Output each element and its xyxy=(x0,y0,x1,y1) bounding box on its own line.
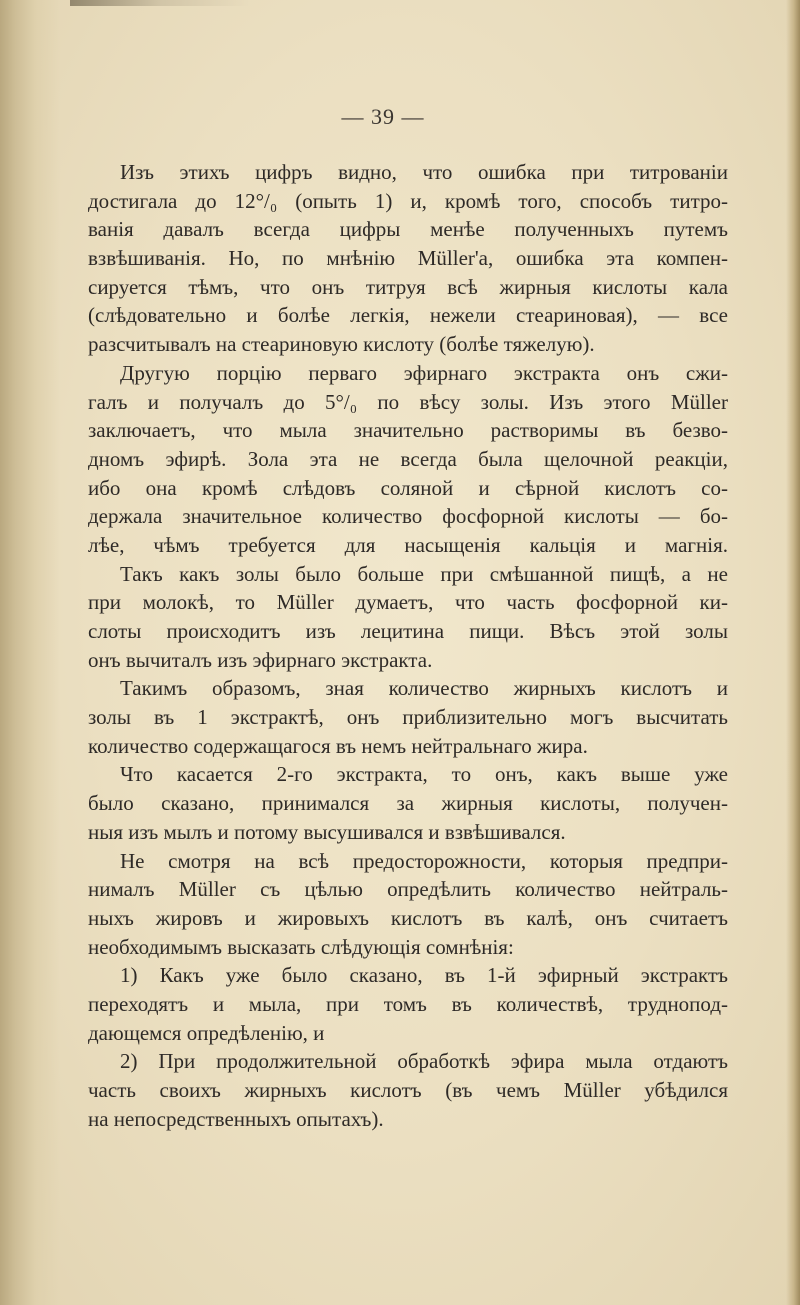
body-text xyxy=(88,158,728,1133)
text-line: разсчитывалъ на стеариновую кислоту (болѣе тяжелую). xyxy=(88,332,595,357)
text-line: часть своихъ жирныхъ кислотъ (въ чемъ Müller убѣдился xyxy=(88,1078,728,1102)
text-line: количество содержащагося въ немъ нейтральнаго жира. xyxy=(88,733,588,758)
text-line: (слѣдовательно и болѣе легкія, нежели стеариновая), — все xyxy=(88,303,728,328)
text-line: переходятъ и мыла, при томъ въ количествѣ, труднопод- xyxy=(88,991,728,1016)
text-line: взвѣшиванія. Но, по мнѣнію Müller'a, ошибка эта компен- xyxy=(88,246,728,271)
page-left-edge-shadow xyxy=(0,0,60,1305)
text-line: заключаетъ, что мыла значительно растворимы въ безво- xyxy=(88,418,728,443)
text-line: сируется тѣмъ, что онъ титруя всѣ жирныя кислоты кала xyxy=(88,274,728,299)
text-line: Изъ этихъ цифръ видно, что ошибка при титрованіи xyxy=(120,160,728,184)
text-line: при молокѣ, то Müller думаетъ, что часть фосфорной ки- xyxy=(88,590,728,615)
text-line: ибо она кромѣ слѣдовъ соляной и сѣрной кислотъ со- xyxy=(88,475,728,500)
text-line: Такимъ образомъ, зная количество жирныхъ кислотъ и xyxy=(120,676,728,701)
text-line: Что касается 2-го экстракта, то онъ, какъ выше уже xyxy=(120,762,728,787)
text-line: нималъ Müller съ цѣлью опредѣлить количество нейтраль- xyxy=(88,877,728,902)
text-line: галъ и получалъ до 5°/₀ по вѣсу золы. Изъ этого Müller xyxy=(88,389,728,414)
text-line: Другую порцію перваго эфирнаго экстракта онъ сжи- xyxy=(120,360,728,385)
text-line: 1) Какъ уже было сказано, въ 1-й эфирный экстрактъ xyxy=(120,963,728,988)
text-line: ныхъ жировъ и жировыхъ кислотъ въ калѣ, онъ считаетъ xyxy=(88,905,728,930)
page-right-edge-shadow xyxy=(786,0,800,1305)
text-line: дающемся опредѣленію, и xyxy=(88,1020,325,1045)
page-number: — 39 — xyxy=(341,104,425,129)
text-line: держала значительное количество фосфорной кислоты — бо- xyxy=(88,504,728,529)
text-line: слоты происходитъ изъ лецитина пищи. Вѣсъ этой золы xyxy=(88,619,728,643)
text-line: лѣе, чѣмъ требуется для насыщенія кальція и магнія. xyxy=(88,532,728,557)
top-edge-mark xyxy=(70,0,250,6)
text-line: Такъ какъ золы было больше при смѣшанной пищѣ, а не xyxy=(120,561,728,586)
text-line: на непосредственныхъ опытахъ). xyxy=(88,1106,384,1131)
text-line: ныя изъ мылъ и потому высушивался и взвѣшивался. xyxy=(88,819,566,844)
text-line: необходимымъ высказать слѣдующія сомнѣнія: xyxy=(88,934,514,959)
text-line: Не смотря на всѣ предосторожности, которыя предпри- xyxy=(120,848,728,873)
text-line: 2) При продолжительной обработкѣ эфира мыла отдаютъ xyxy=(120,1049,728,1074)
text-line: достигала до 12°/₀ (опыть 1) и, кромѣ того, способъ титро- xyxy=(88,188,728,213)
text-line: ванія давалъ всегда цифры менѣе полученныхъ путемъ xyxy=(88,217,728,242)
text-line: дномъ эфирѣ. Зола эта не всегда была щелочной реакціи, xyxy=(88,446,728,471)
text-line: было сказано, принимался за жирныя кислоты, получен- xyxy=(88,791,728,816)
text-line: онъ вычиталъ изъ эфирнаго экстракта. xyxy=(88,647,433,672)
text-line: золы въ 1 экстрактѣ, онъ приблизительно могъ высчитать xyxy=(88,705,728,730)
